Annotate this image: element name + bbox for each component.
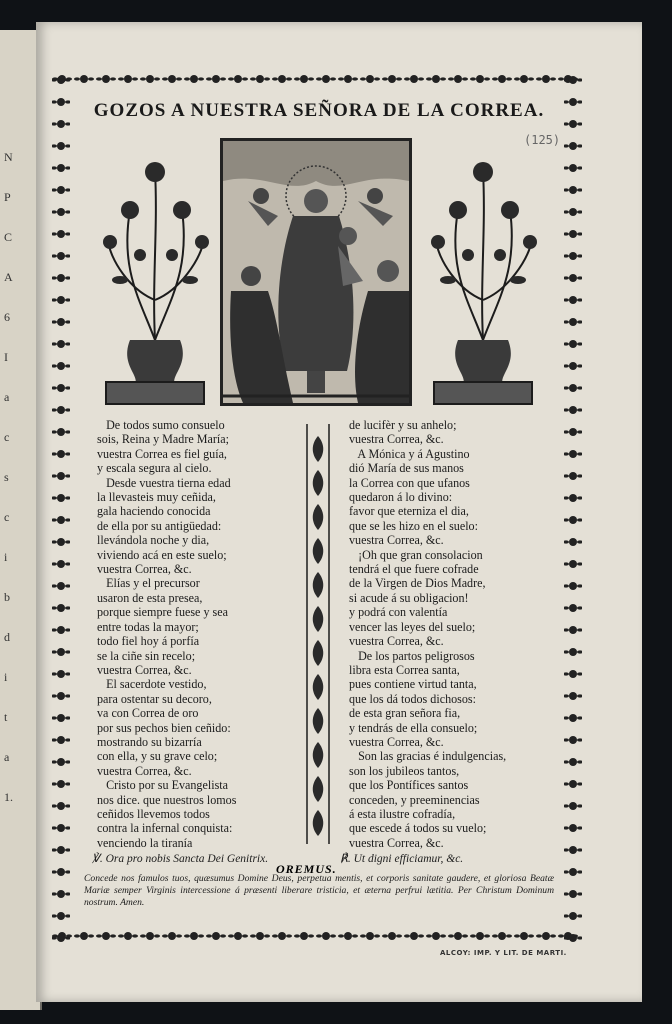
verse-line: Elías y el precursor [97,576,200,591]
verse-column-right [349,418,506,850]
facing-page-letter: t [4,710,8,724]
facing-page-letter: I [4,350,8,364]
verse-line: porque siempre fuese y sea [97,605,228,620]
response-line: ℟. Ut digni efficiamur, &c. [340,853,464,865]
facing-page-letter: i [4,670,8,684]
verse-line: nos dice. que nuestros lomos [97,792,237,807]
verse-line: venciendo la tiranía [97,835,193,850]
printer-imprint: ALCOY: IMP. Y LIT. DE MARTI. [440,949,567,957]
verse-line: vuestra Correa, &c. [97,763,192,778]
flower-vase-left-illustration [100,150,210,408]
verse-line: y podrá con valentía [349,605,448,620]
verse-line: conceden, y preeminencias [349,792,480,807]
verse-line: vencer las leyes del suelo; [349,619,476,634]
latin-prayer: Concede nos famulos tuos, quæsumus Domine Deus, perpetua mentis, et corporis sanitate gaudere, et gloriosa Beatæ Mariæ semper Virginis intercessione á præsenti liberare tristicia, et æterna perfrui lætitia. Per Christum Dominum nostrum. Amen. [84,873,554,908]
verse-line: vuestra Correa, &c. [349,835,444,850]
virgin-woodcut-illustration [220,138,412,406]
facing-page-letter: i [4,550,8,564]
verse-line: va con Correa de oro [97,706,199,721]
verse-line: De todos sumo consuelo [97,418,225,432]
oremus-heading: OREMUS. [276,862,337,876]
facing-page-letter: s [4,470,9,484]
facing-page-letter: a [4,750,10,764]
verse-column-left [97,418,236,850]
verse-line: la Correa con que ufanos [349,475,470,490]
verse-line: vuestra Correa, &c. [97,562,192,577]
facing-page-letter: P [4,190,11,204]
verse-line: y escala segura al cielo. [97,461,212,476]
verse-line: vuestra Correa, &c. [349,734,444,749]
verse-line: mostrando su bizarría [97,734,202,749]
verse-line: Cristo por su Evangelista [97,778,228,793]
verse-line: la llevasteis muy ceñida, [97,490,216,505]
facing-page-letter: d [4,630,10,644]
ornamental-column-divider [303,424,333,844]
verse-line: para ostentar su decoro, [97,691,212,706]
verse-line: de lucifèr y su anhelo; [349,418,457,432]
verse-line: Son las gracias é indulgencias, [349,749,507,764]
verse-line: A Mónica y á Agustino [349,446,470,461]
verse-line: de esta gran señora fia, [349,706,461,721]
facing-page-letter: a [4,390,10,404]
facing-page-letter: A [4,270,13,284]
verse-line: gala haciendo conocida [97,504,211,519]
floral-border-left [52,70,70,945]
verse-line: favor que eterniza el dia, [349,504,469,519]
verse-line: se la ciñe sin recelo; [97,648,196,663]
verse-line: todo fiel hoy á porfía [97,634,200,649]
verse-line: De los partos peligrosos [349,648,475,663]
floral-border-top [52,70,582,88]
verse-line: quedaron á lo divino: [349,490,453,505]
verse-line: que los Pontífices santos [349,778,469,793]
verse-line: dió María de sus manos [349,461,464,476]
facing-page-letter: b [4,590,10,604]
verse-line: ¡Oh que gran consolacion [349,547,483,562]
verse-line: ceñidos llevemos todos [97,806,210,821]
floral-border-right [564,70,582,945]
verse-line: El sacerdote vestido, [97,677,207,692]
verse-line: que los dá todos dichosos: [349,691,476,706]
verse-line: de ella por su antigüedad: [97,518,222,533]
facing-page-letter: 6 [4,310,10,324]
verse-line: vuestra Correa es fiel guía, [97,446,227,461]
verse-line: usaron de esta presea, [97,590,203,605]
verse-line: entre todas la mayor; [97,619,199,634]
facing-page-letter: c [4,430,10,444]
archive-number: (125) [524,133,561,147]
verse-line: tendrá el que fuere cofrade [349,562,479,577]
verse-line: por sus pechos bien ceñido: [97,720,231,735]
facing-page-letter: N [4,150,13,164]
verse-line: llevándola noche y dia, [97,533,210,548]
verse-line: sois, Reina y Madre María; [97,432,229,447]
verse-line: que se les hizo en el suelo: [349,518,478,533]
verse-line: contra la infernal conquista: [97,821,233,836]
versicle-line: ℣. Ora pro nobis Sancta Dei Genitrix. [92,853,269,865]
flower-vase-right-illustration [428,150,538,408]
facing-page-letter: C [4,230,13,244]
verse-line: que escede á todos su vuelo; [349,821,487,836]
document-title: GOZOS A NUESTRA SEÑORA DE LA CORREA. [93,100,545,121]
verse-line: vuestra Correa, &c. [349,634,444,649]
verse-line: vuestra Correa, &c. [97,662,192,677]
verse-line: á esta ilustre cofradía, [349,806,456,821]
verse-line: son los jubileos tantos, [349,763,460,778]
verse-line: de la Virgen de Dios Madre, [349,576,486,591]
verse-line: libra esta Correa santa, [349,662,460,677]
verse-line: Desde vuestra tierna edad [97,475,231,490]
verse-line: viviendo acá en este suelo; [97,547,227,562]
verse-line: pues contiene virtud tanta, [349,677,477,692]
floral-border-bottom [52,927,582,945]
verse-line: con ella, y su grave celo; [97,749,218,764]
verse-line: vuestra Correa, &c. [349,432,444,447]
verse-line: si acude á su obligacion! [349,590,469,605]
verse-line: vuestra Correa, &c. [349,533,444,548]
facing-page-letter: 1. [4,790,13,804]
facing-page-letter: c [4,510,10,524]
verse-line: y tendrás de ella consuelo; [349,720,478,735]
